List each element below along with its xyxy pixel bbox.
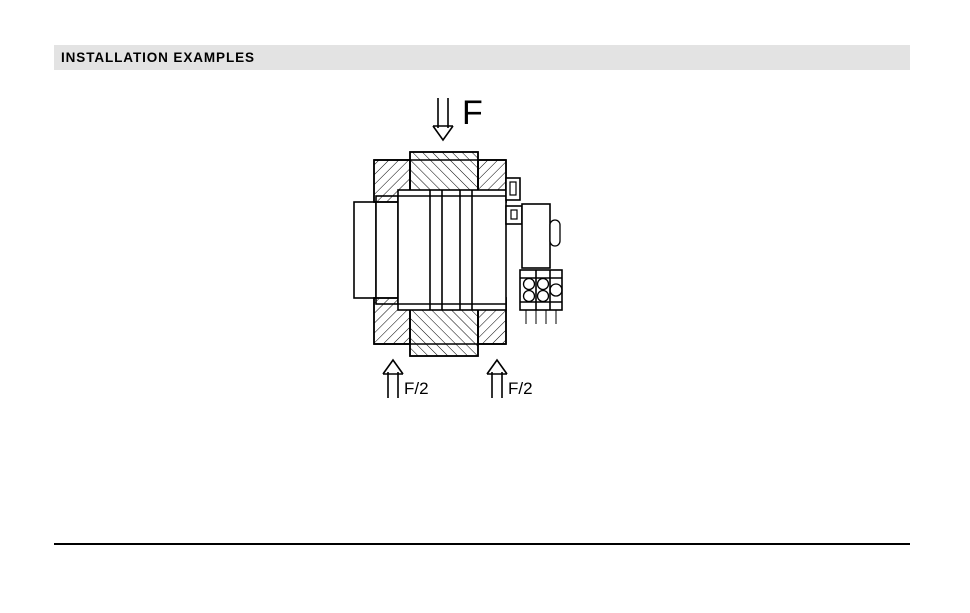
footer-divider [54,543,910,545]
section-header-band [54,45,910,70]
reaction-arrow-right-up [487,360,507,398]
label-reaction-left: F/2 [404,379,429,398]
reaction-arrow-left-up [383,360,403,398]
label-reaction-right: F/2 [508,379,533,398]
label-load-F: F [462,94,483,132]
section-header-title: INSTALLATION EXAMPLES [61,50,255,65]
load-arrow-down [433,98,453,140]
